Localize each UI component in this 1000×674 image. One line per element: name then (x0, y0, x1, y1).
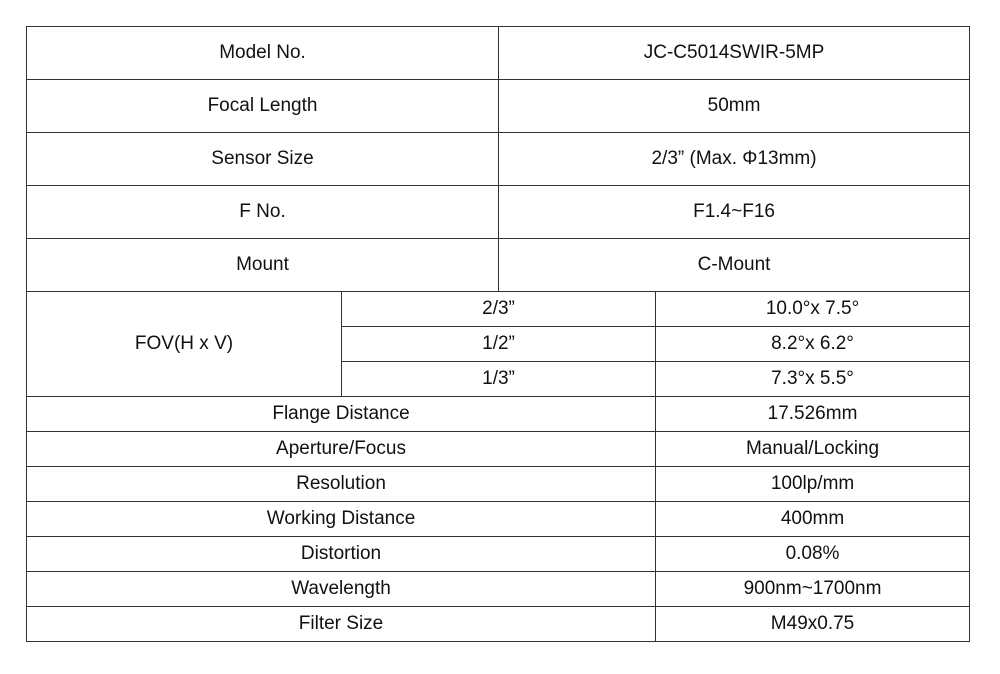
spec-row-wavelength (27, 572, 970, 607)
fov-sensor: 1/3” (342, 362, 656, 397)
spec-value: 900nm~1700nm (656, 572, 970, 607)
fov-sensor: 1/2” (342, 327, 656, 362)
spec-row-working-distance (27, 502, 970, 537)
spec-value: F1.4~F16 (499, 186, 970, 239)
spec-row-model (27, 27, 970, 80)
spec-label: Wavelength (27, 572, 656, 607)
spec-row-f-no (27, 186, 970, 239)
spec-value: 100lp/mm (656, 467, 970, 502)
spec-row-sensor-size (27, 133, 970, 186)
spec-value: 17.526mm (656, 397, 970, 432)
spec-label: Model No. (27, 27, 499, 80)
spec-row-aperture-focus (27, 432, 970, 467)
spec-label: Sensor Size (27, 133, 499, 186)
spec-label: F No. (27, 186, 499, 239)
spec-value: JC-C5014SWIR-5MP (499, 27, 970, 80)
spec-value: 400mm (656, 502, 970, 537)
spec-row-focal-length (27, 80, 970, 133)
spec-row-fov-1 (27, 292, 970, 327)
spec-row-flange-distance (27, 397, 970, 432)
fov-label: FOV(H x V) (27, 292, 342, 397)
spec-row-mount (27, 239, 970, 292)
fov-value: 10.0°x 7.5° (656, 292, 970, 327)
fov-sensor: 2/3” (342, 292, 656, 327)
spec-value: 0.08% (656, 537, 970, 572)
spec-table (26, 26, 970, 642)
spec-label: Working Distance (27, 502, 656, 537)
spec-label: Aperture/Focus (27, 432, 656, 467)
fov-value: 7.3°x 5.5° (656, 362, 970, 397)
spec-value: Manual/Locking (656, 432, 970, 467)
spec-label: Distortion (27, 537, 656, 572)
spec-value: 2/3” (Max. Φ13mm) (499, 133, 970, 186)
spec-label: Filter Size (27, 607, 656, 642)
spec-label: Resolution (27, 467, 656, 502)
spec-label: Focal Length (27, 80, 499, 133)
spec-label: Mount (27, 239, 499, 292)
spec-label: Flange Distance (27, 397, 656, 432)
spec-row-filter-size (27, 607, 970, 642)
spec-value: C-Mount (499, 239, 970, 292)
spec-row-resolution (27, 467, 970, 502)
spec-value: 50mm (499, 80, 970, 133)
spec-value: M49x0.75 (656, 607, 970, 642)
fov-value: 8.2°x 6.2° (656, 327, 970, 362)
spec-row-distortion (27, 537, 970, 572)
